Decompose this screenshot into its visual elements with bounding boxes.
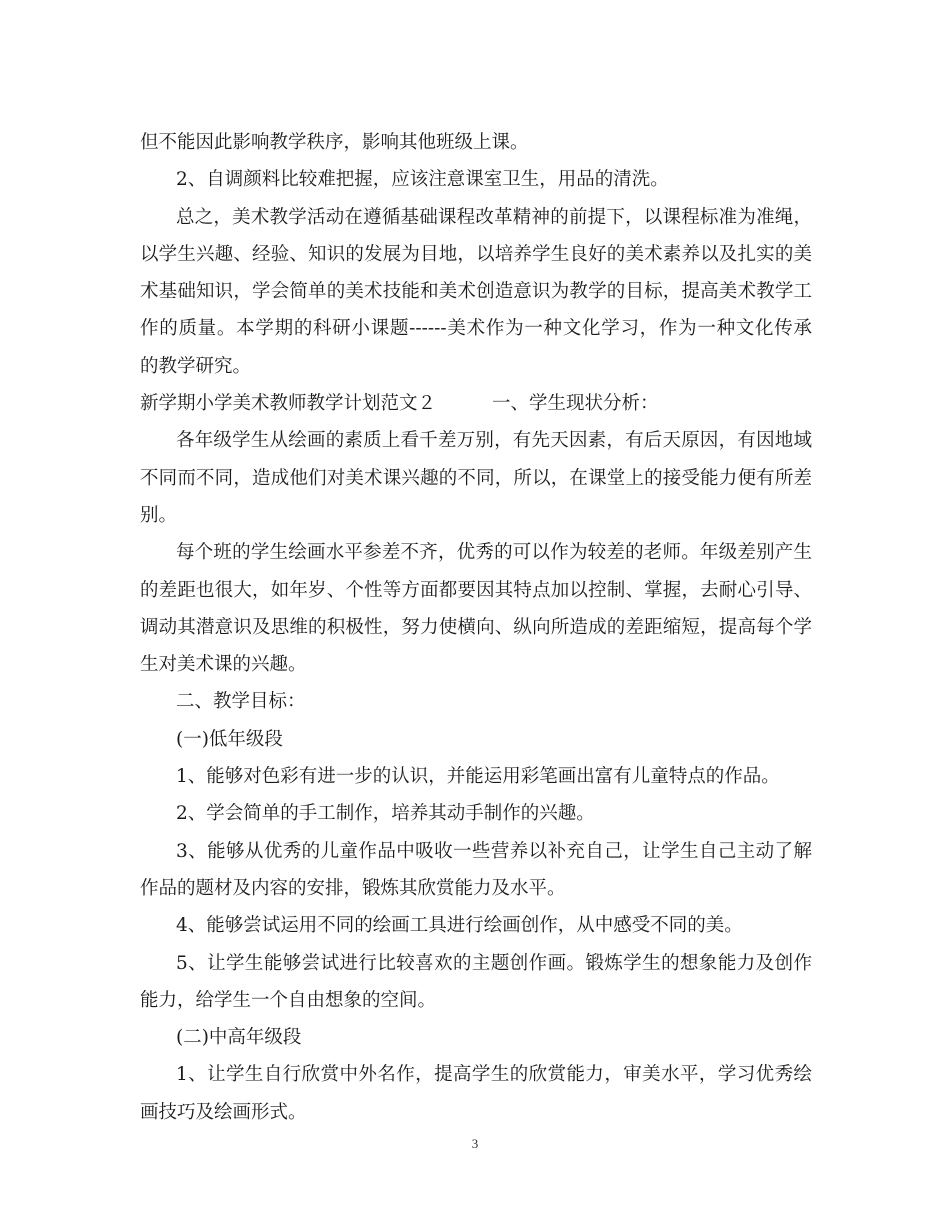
list-item-continuation: 作品的题材及内容的安排，锻炼其欣赏能力及水平。 [140, 877, 566, 899]
paragraph-line: 总之，美术教学活动在遵循基础课程改革精神的前提下，以课程标准为准绳， [176, 206, 812, 228]
document-title: 新学期小学美术教师教学计划范文２ [140, 393, 437, 415]
paragraph-line: 各年级学生从绘画的素质上看千差万别，有先天因素，有后天原因，有因地域 [176, 430, 812, 452]
list-item: 2、学会简单的手工制作，培养其动手制作的兴趣。 [176, 803, 595, 825]
paragraph-line: 但不能因此影响教学秩序，影响其他班级上课。 [140, 132, 529, 153]
paragraph-line: 的差距也很大，如年岁、个性等方面都要因其特点加以控制、掌握，去耐心引导、 [140, 579, 812, 601]
list-item: 4、能够尝试运用不同的绘画工具进行绘画创作，从中感受不同的美。 [176, 915, 743, 937]
paragraph-line: 2、自调颜料比较难把握，应该注意课室卫生，用品的清洗。 [176, 169, 669, 191]
list-item-continuation: 能力，给学生一个自由想象的空间。 [140, 989, 437, 1011]
list-item: 1、能够对色彩有进一步的认识，并能运用彩笔画出富有儿童特点的作品。 [176, 766, 780, 788]
page-number: 3 [471, 1136, 479, 1151]
paragraph-line: 术基础知识，学会简单的美术技能和美术创造意识为教学的目标，提高美术教学工 [140, 281, 812, 303]
paragraph-line: 每个班的学生绘画水平参差不齐，优秀的可以作为较差的老师。年级差别产生 [176, 542, 812, 564]
list-item-continuation: 画技巧及绘画形式。 [140, 1101, 307, 1123]
paragraph-line: 的教学研究。 [140, 355, 252, 377]
document-body [140, 124, 812, 1131]
list-item: 1、让学生自行欣赏中外名作，提高学生的欣赏能力，审美水平，学习优秀绘 [176, 1064, 812, 1086]
paragraph-line: 作的质量。本学期的科研小课题------美术作为一种文化学习，作为一种文化传承 [140, 318, 812, 340]
subsection-heading: (一)低年级段 [176, 728, 283, 750]
section-heading: 一、学生现状分析： [492, 393, 659, 415]
paragraph-line: 调动其潜意识及思维的积极性，努力使横向、纵向所造成的差距缩短，提高每个学 [140, 616, 812, 638]
list-item: 5、让学生能够尝试进行比较喜欢的主题创作画。锻炼学生的想象能力及创作 [176, 952, 812, 974]
list-item: 3、能够从优秀的儿童作品中吸收一些营养以补充自己，让学生自己主动了解 [176, 840, 812, 862]
section-heading-row [140, 385, 812, 422]
subsection-heading: (二)中高年级段 [176, 1027, 302, 1049]
paragraph-line: 别。 [140, 504, 178, 526]
paragraph-line: 不同而不同，造成他们对美术课兴趣的不同，所以，在课堂上的接受能力便有所差 [140, 467, 812, 489]
section-heading: 二、教学目标： [176, 691, 306, 713]
paragraph-line: 以学生兴趣、经验、知识的发展为目地，以培养学生良好的美术素养以及扎实的美 [140, 243, 812, 265]
paragraph-line: 生对美术课的兴趣。 [140, 654, 307, 676]
